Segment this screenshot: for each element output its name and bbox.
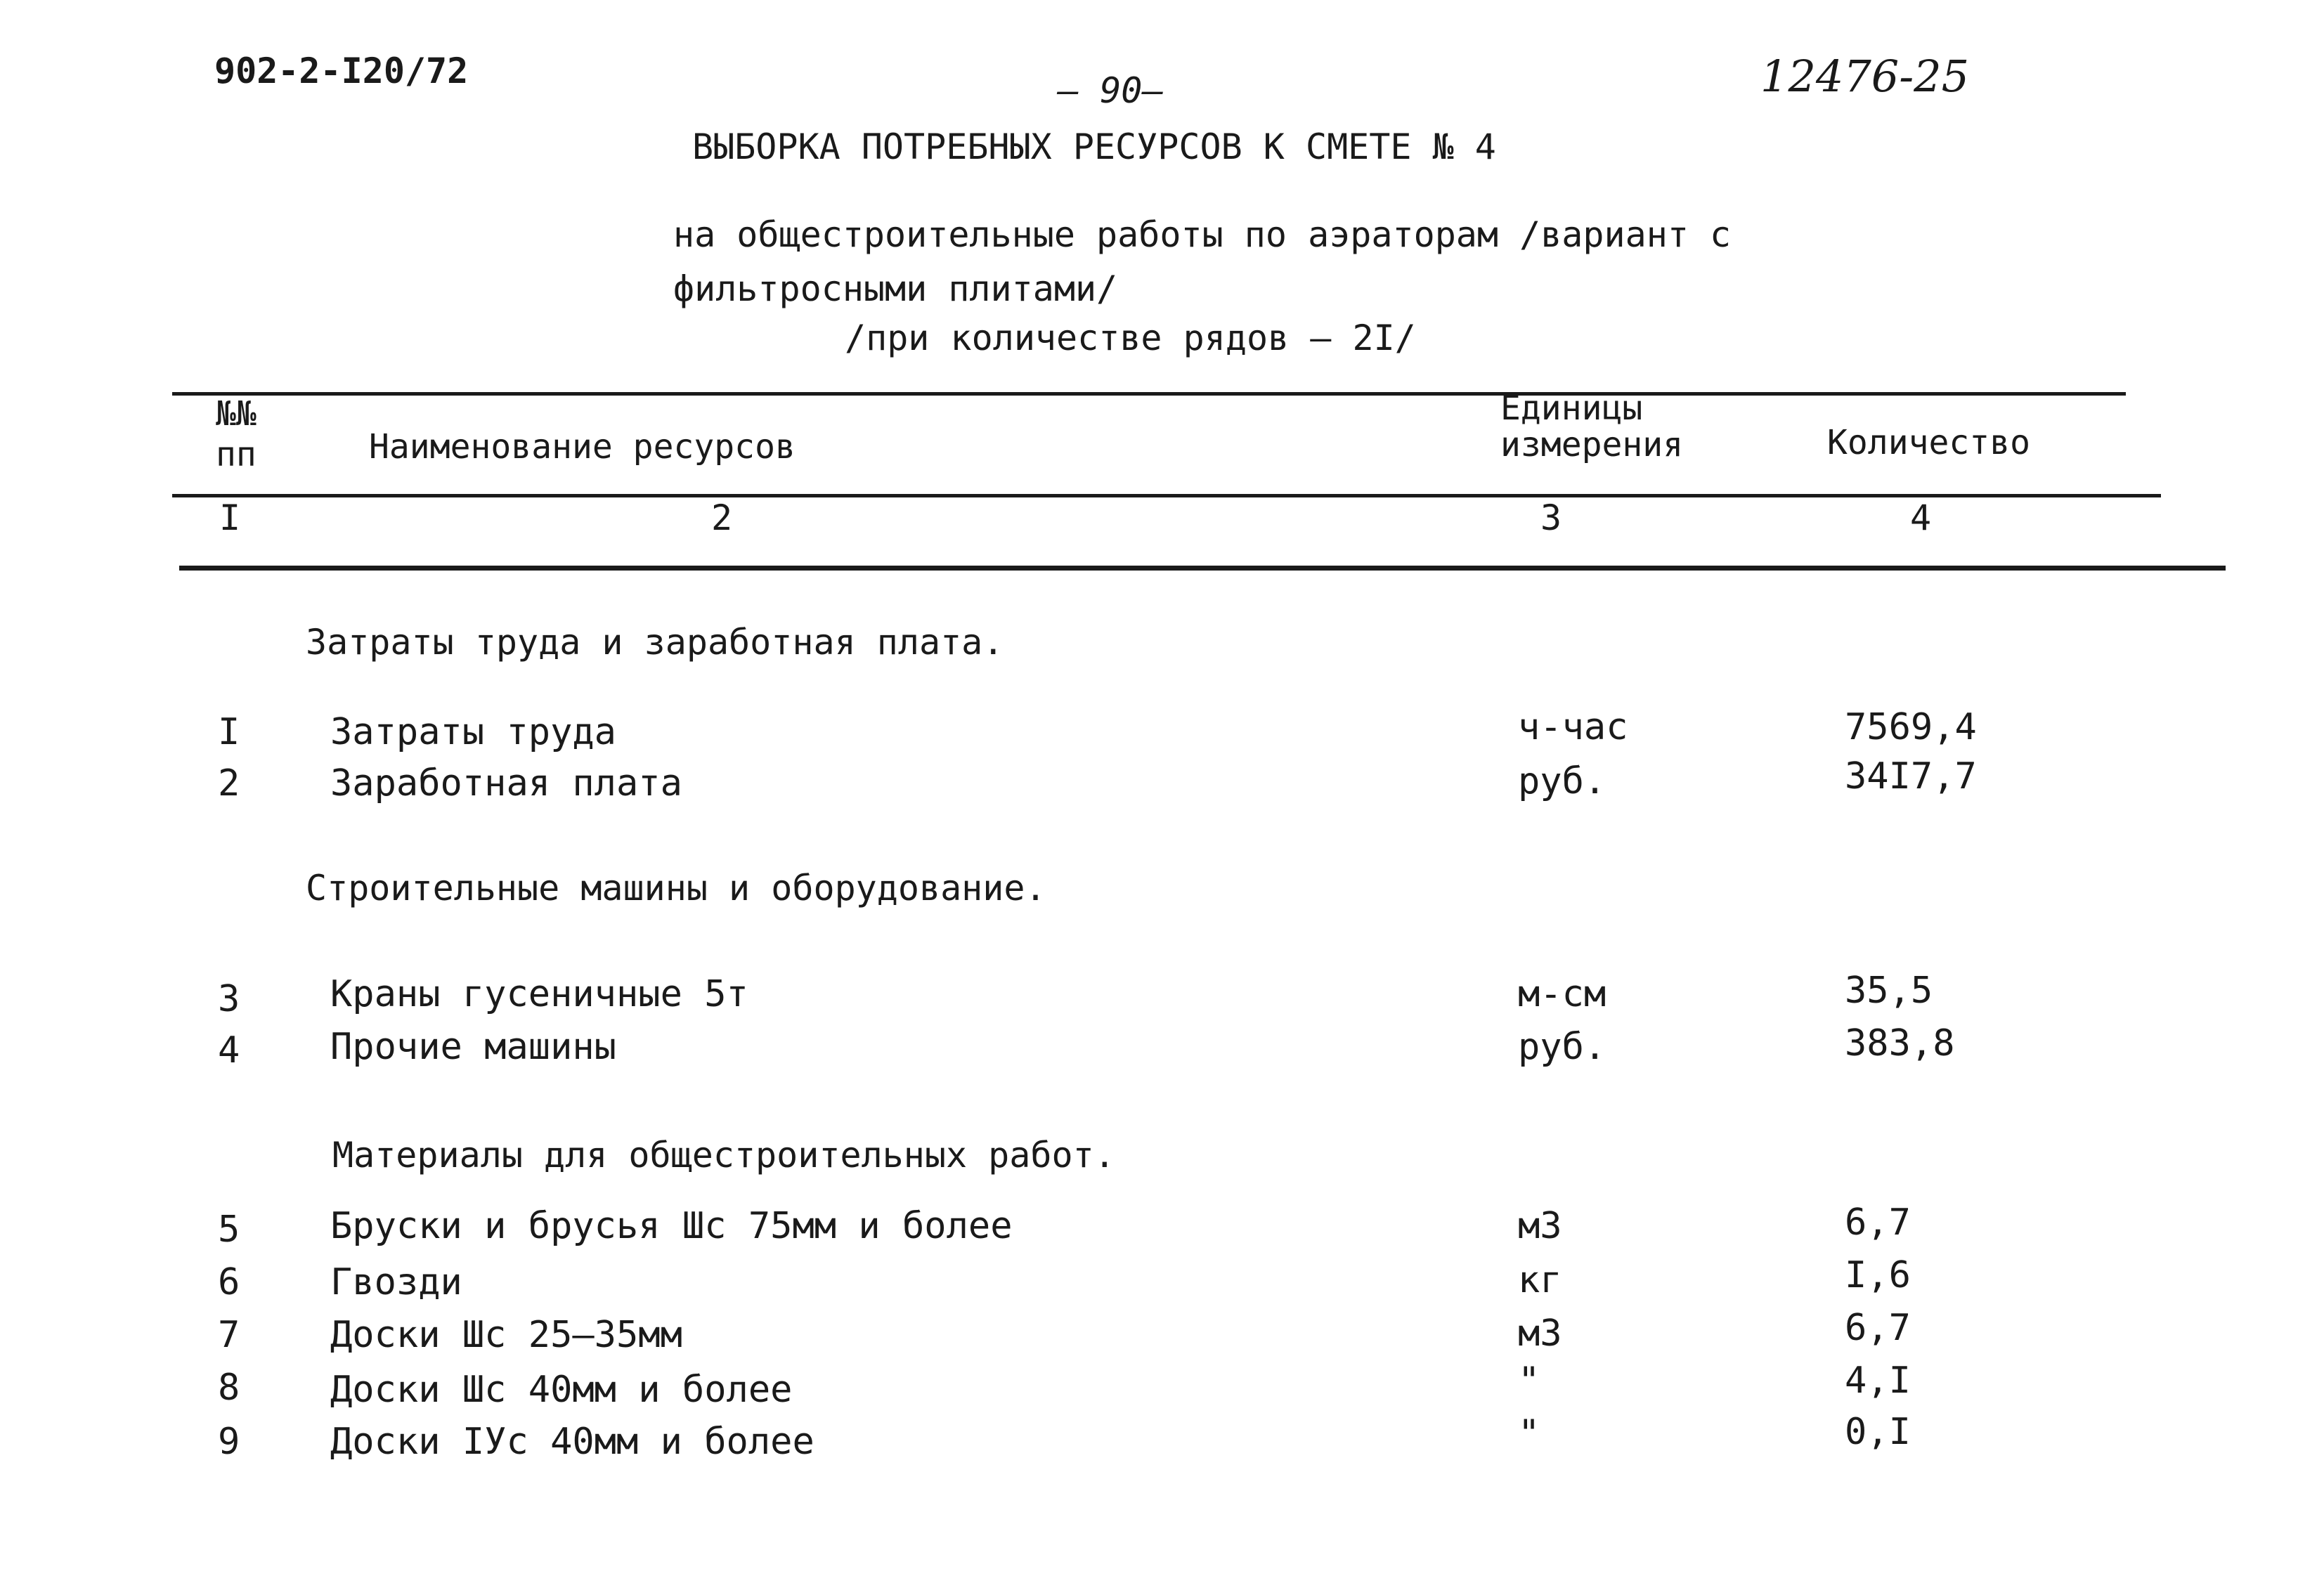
row-number: 4	[218, 1029, 240, 1072]
row-name: Заработная плата	[330, 762, 682, 805]
table-header-rule	[172, 494, 2161, 497]
row-number: 5	[218, 1209, 240, 1251]
row-number: 2	[218, 762, 240, 805]
row-name: Бруски и брусья Шс 75мм и более	[330, 1205, 1013, 1247]
row-quantity: 0,I	[1845, 1411, 1911, 1453]
row-quantity: 35,5	[1845, 970, 1933, 1012]
column-number: 2	[711, 497, 733, 538]
row-unit: м-см	[1518, 973, 1606, 1015]
row-unit: м3	[1518, 1205, 1562, 1247]
column-header-unit	[1500, 390, 1683, 463]
table-top-rule	[172, 392, 2126, 396]
row-quantity: I,6	[1845, 1254, 1911, 1296]
row-unit: кг	[1518, 1259, 1562, 1301]
row-unit: м3	[1518, 1313, 1562, 1355]
row-unit: "	[1518, 1360, 1540, 1402]
column-header-number-line-1: №№	[216, 394, 257, 434]
column-header-number	[216, 393, 257, 475]
row-number: 8	[218, 1367, 240, 1409]
row-quantity: 383,8	[1845, 1022, 1955, 1064]
row-unit: "	[1518, 1412, 1540, 1454]
row-name: Доски Шс 25–35мм	[330, 1314, 682, 1356]
row-number: 9	[218, 1421, 240, 1463]
column-number: 3	[1540, 497, 1562, 538]
section-title-materials: Материалы для общестроительных работ.	[332, 1135, 1115, 1176]
row-quantity: 6,7	[1845, 1307, 1911, 1349]
column-number: 4	[1910, 497, 1932, 538]
row-name: Затраты труда	[330, 711, 616, 753]
row-number: 3	[218, 978, 240, 1020]
row-name: Прочие машины	[330, 1026, 616, 1068]
row-quantity: 34I7,7	[1845, 755, 1977, 797]
row-quantity: 6,7	[1845, 1201, 1911, 1244]
column-header-number-line-2: пп	[216, 435, 257, 474]
subtitle-line-2: фильтросными плитами/	[673, 268, 1118, 309]
row-name: Краны гусеничные 5т	[330, 973, 748, 1015]
column-header-unit-line-2: измерения	[1500, 425, 1684, 464]
document-code: 902-2-I20/72	[214, 51, 469, 91]
row-unit: руб.	[1518, 760, 1606, 802]
column-header-unit-line-1: Единицы	[1500, 389, 1643, 428]
row-quantity: 4,I	[1845, 1360, 1911, 1402]
row-unit: ч-час	[1518, 706, 1628, 748]
row-name: Гвозди	[330, 1261, 462, 1303]
column-number: I	[219, 497, 241, 538]
row-name: Доски IУс 40мм и более	[330, 1421, 814, 1463]
subtitle-line-1: на общестроительные работы по аэраторам /вариант с	[673, 214, 1732, 255]
section-title-labor: Затраты труда и заработная плата.	[306, 622, 1004, 663]
row-name: Доски Шс 40мм и более	[330, 1369, 793, 1411]
section-title-machines: Строительные машины и оборудование.	[306, 868, 1046, 909]
row-number: 7	[218, 1314, 240, 1356]
row-number: I	[218, 711, 240, 753]
document-title: ВЫБОРКА ПОТРЕБНЫХ РЕСУРСОВ К СМЕТЕ № 4	[692, 126, 1496, 167]
row-number: 6	[218, 1261, 240, 1303]
table-column-numbers-rule	[179, 566, 2226, 571]
column-header-quantity: Количество	[1827, 423, 2030, 462]
row-unit: руб.	[1518, 1026, 1606, 1068]
row-quantity: 7569,4	[1845, 706, 1977, 748]
column-header-name: Наименование ресурсов	[369, 427, 796, 467]
subtitle-line-3: /при количестве рядов – 2I/	[845, 318, 1416, 358]
page-number: – 90–	[1058, 70, 1164, 111]
inventory-number: 12476-25	[1760, 51, 1970, 102]
